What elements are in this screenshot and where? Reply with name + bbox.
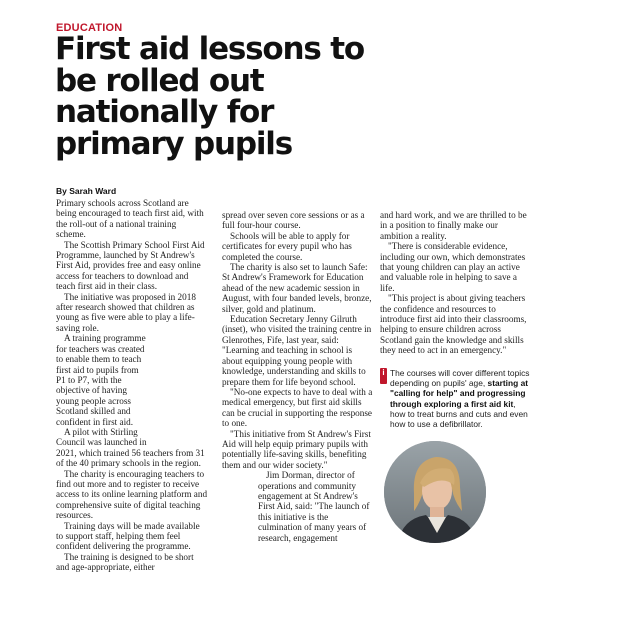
info-lead: The courses will cover different topics depending on pupils' age, (390, 368, 530, 389)
paragraph: Primary schools across Scotland are being encouraged to teach first aid, with the roll-out of a national training scheme. (56, 198, 204, 240)
paragraph: A training programme for teachers was created to enable them to teach first aid to pupils from P1 to P7, with the objective of having young people across Scotland skilled and confident in first aid. (56, 333, 146, 427)
paragraph: The charity is also set to launch Safe: St Andrew's Framework for Education ahead of the new academic session in August, with four banded levels, bronze, silver, gold and platinum. (222, 262, 372, 314)
paragraph: A pilot with Stirling Council was launched in (56, 426, 147, 448)
paragraph: "There is considerable evidence, including our own, which demonstrates that young children can play an active and valuable role in helping to save a life. (380, 241, 526, 293)
kicker: EDUCATION (56, 22, 123, 34)
article-column-1 (56, 198, 208, 573)
paragraph: "This initiative from St Andrew's First Aid will help equip primary pupils with potentially life-saving skills, benefiting them and our wider society." (222, 428, 371, 470)
paragraph: Schools will be able to apply for certificates for every pupil who has completed the course. (222, 230, 352, 262)
paragraph: spread over seven core sessions or as a full four-hour course. (222, 210, 365, 231)
paragraph: The charity is encouraging teachers to find out more and to register to receive access to its online learning platform and comprehensive suite of digital teaching resources. (56, 468, 208, 521)
headline: First aid lessons to be rolled out nationally for primary pupils (55, 31, 364, 162)
paragraph: The initiative was proposed in 2018 after research showed that children as young as five were able to play a life-saving role. (56, 291, 196, 333)
paragraph: Jim Dorman, director of operations and community engagement at St Andrew's First Aid, said: "The launch of this initiative is the culmination of many years of research, engagement (258, 470, 370, 543)
info-box-text (380, 368, 532, 429)
article-column-3 (380, 210, 532, 356)
paragraph: Education Secretary Jenny Gilruth (inset), who visited the training centre in Glenrothes, Fife, last year, said: "Learning and teaching in school is about equipping young people with knowledge, understanding and skills to prepare them for life beyond school. (222, 314, 372, 387)
paragraph: Training days will be made available to support staff, helping them feel confident delivering the programme. (56, 520, 200, 552)
info-highlight: starting at "calling for help" and progressing through exploring a first aid kit (390, 378, 529, 409)
info-icon: i (380, 368, 387, 384)
byline: By Sarah Ward (56, 186, 117, 196)
info-box (380, 368, 532, 429)
paragraph: "No-one expects to have to deal with a medical emergency, but first aid skills can be crucial in supporting the response to one. (222, 386, 373, 429)
paragraph: and hard work, and we are thrilled to be in a position to finally make our ambition a reality. (380, 210, 527, 241)
article-column-2 (222, 210, 374, 543)
portrait-illustration (384, 441, 486, 543)
paragraph: The training is designed to be short and age-appropriate, either (56, 551, 194, 573)
info-rest: , how to treat burns and cuts and even how to use a defibrillator. (390, 398, 528, 430)
paragraph: "This project is about giving teachers the confidence and resources to introduce first aid into their classrooms, helping to ensure children across Scotland gain the knowledge and skills they need to act in an emergency." (380, 293, 527, 356)
paragraph: The Scottish Primary School First Aid Programme, launched by St Andrew's First Aid, provides free and easy online access for teachers to download and teach first aid in their class. (56, 239, 205, 292)
portrait-photo (384, 441, 486, 543)
paragraph: 2021, which trained 56 teachers from 31 of the 40 primary schools in the region. (56, 447, 205, 469)
